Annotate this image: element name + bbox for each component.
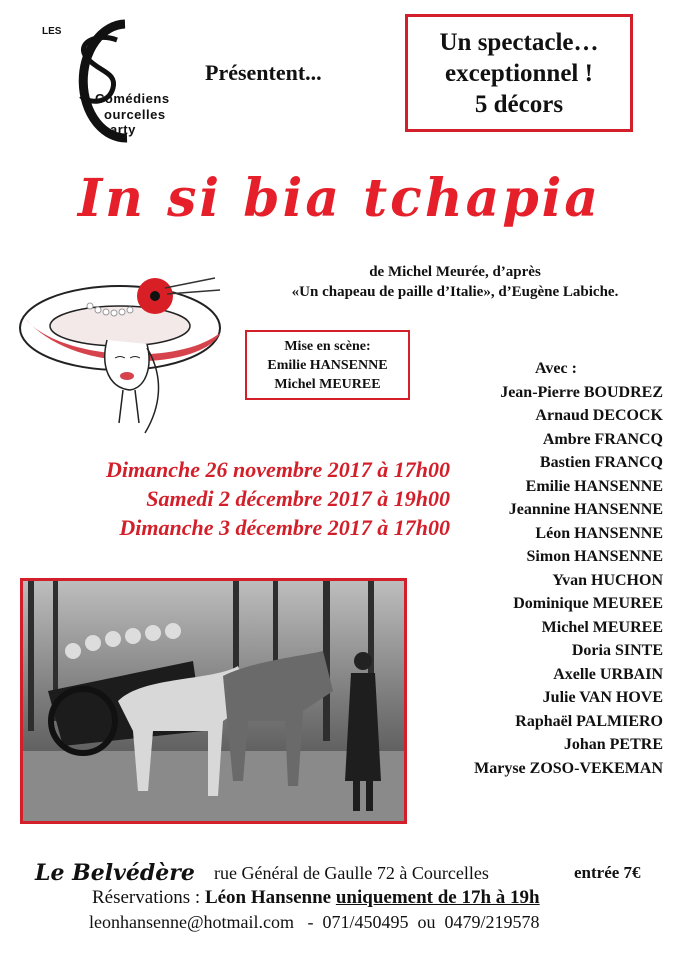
cast-member: Maryse ZOSO-VEKEMAN (474, 759, 663, 777)
performance-dates (20, 455, 450, 542)
cast-member: Johan PETRE (563, 736, 663, 753)
cast-label: Avec : (535, 360, 577, 377)
reservations-contact-name: Léon Hansenne (204, 887, 332, 908)
presentent-text: Présentent... (205, 60, 322, 85)
spectacle-line: 5 décors (474, 91, 564, 118)
reservations-hours: uniquement de 17h à 19h (335, 887, 540, 908)
cast-member: Raphaël PALMIERO (515, 712, 663, 730)
venue-name: Le Belvédère (35, 860, 195, 886)
author-credit (245, 262, 665, 302)
contact-phone: 0479/219578 (444, 912, 540, 932)
cast-list (420, 357, 663, 780)
reservations-line (92, 887, 540, 909)
wedding-carriage-photo (20, 578, 407, 824)
logo-line-courcelles: ourcelles (104, 107, 166, 122)
cast-member: Axelle URBAIN (553, 665, 663, 683)
mise-en-scene-label: Mise en scène: (284, 339, 371, 354)
cast-member: Léon HANSENNE (535, 524, 663, 542)
cast-member: Simon HANSENNE (526, 548, 663, 565)
date-line: Samedi 2 décembre 2017 à 19h00 (146, 486, 450, 511)
entry-price: entrée 7€ (574, 863, 641, 882)
author-line: de Michel Meurée, d’après (369, 264, 541, 280)
cast-member: Yvan HUCHON (552, 571, 663, 589)
logo-line-carty: arty (110, 122, 136, 137)
cast-member: Emilie HANSENNE (525, 477, 663, 495)
contact-or: ou (417, 912, 436, 932)
spectacle-line: Un spectacle… (439, 29, 599, 56)
date-line: Dimanche 26 novembre 2017 à 17h00 (105, 457, 450, 482)
logo-line-comediens: Comédiens (95, 91, 170, 106)
hat-illustration-icon (15, 248, 237, 438)
contact-email: leonhansenne@hotmail.com (89, 912, 295, 932)
contact-separator: - (307, 912, 314, 932)
director-name: Michel MEUREE (274, 377, 381, 392)
date-line: Dimanche 3 décembre 2017 à 17h00 (119, 515, 450, 540)
cast-member: Julie VAN HOVE (542, 689, 663, 706)
show-title: In si bia tchapia (77, 168, 602, 229)
cast-member: Jean-Pierre BOUDREZ (500, 383, 663, 401)
spectacle-line: exceptionnel ! (445, 60, 593, 87)
cast-member: Ambre FRANCQ (542, 430, 663, 448)
cast-member: Jeannine HANSENNE (508, 501, 663, 518)
mise-en-scene-box (245, 330, 410, 400)
logo-prefix: LES (42, 26, 62, 37)
venue-address: rue Général de Gaulle 72 à Courcelles (214, 863, 489, 883)
cast-member: Michel MEUREE (541, 618, 663, 636)
contact-line (89, 912, 540, 933)
spectacle-box (405, 14, 633, 132)
cast-member: Dominique MEUREE (513, 595, 663, 612)
cast-member: Arnaud DECOCK (535, 407, 663, 424)
reservations-label: Réservations : (92, 887, 201, 908)
contact-phone: 071/450495 (322, 912, 409, 932)
cast-member: Doria SINTE (571, 642, 663, 659)
author-line: «Un chapeau de paille d’Italie», d’Eugène Labiche. (291, 284, 619, 300)
cast-member: Bastien FRANCQ (539, 454, 663, 471)
director-name: Emilie HANSENNE (267, 358, 388, 373)
